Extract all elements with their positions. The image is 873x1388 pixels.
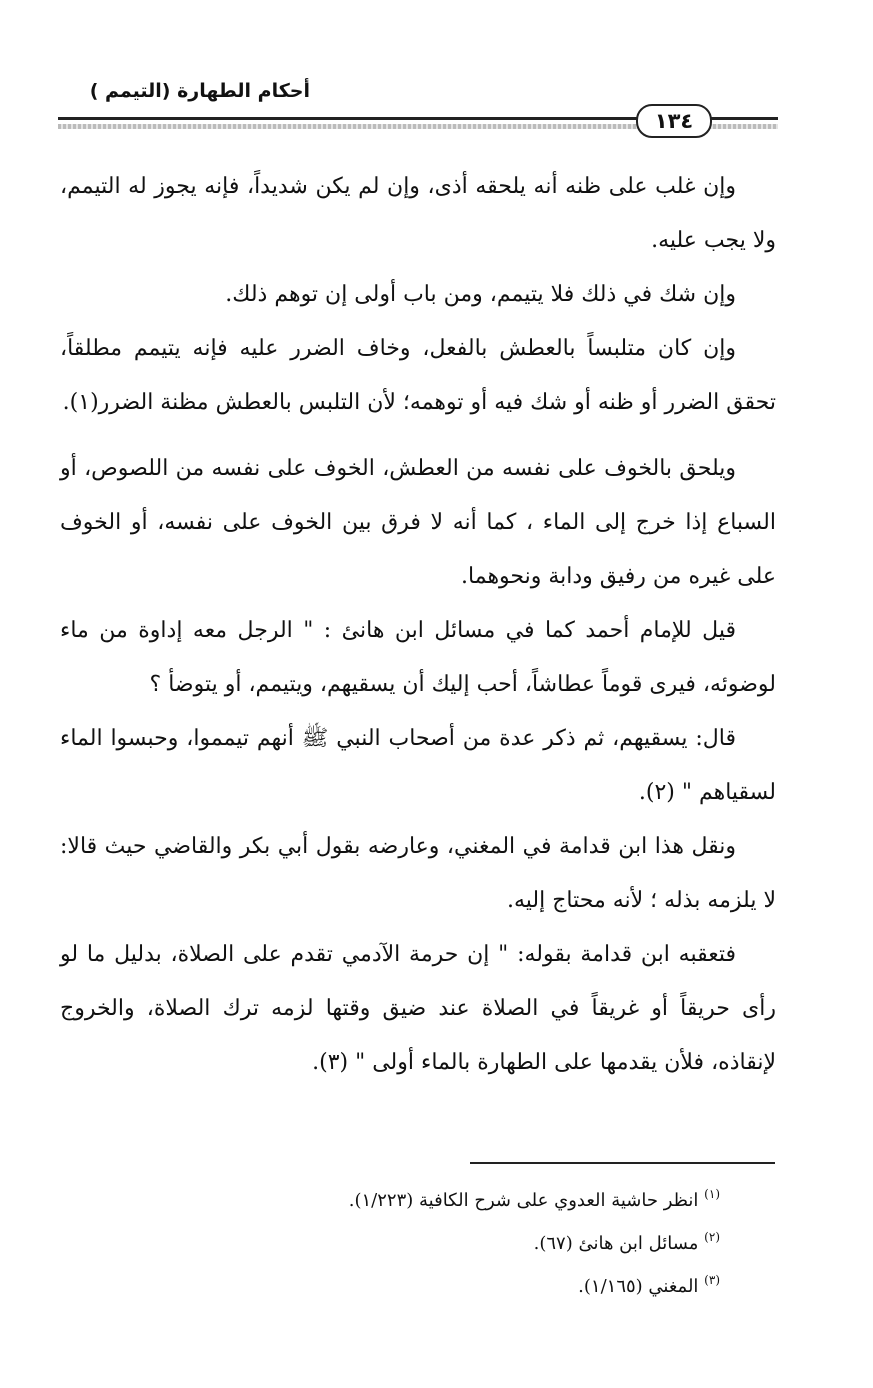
footnote-text: انظر حاشية العدوي على شرح الكافية (١/٢٢٣). (348, 1190, 699, 1211)
paragraph: ونقل هذا ابن قدامة في المغني، وعارضه بقول أبي بكر والقاضي حيث قالا: لا يلزمه بذله ؛ لأنه محتاج إليه. (60, 834, 776, 913)
footnote-item (200, 1223, 720, 1266)
footnote-marker: (٢) (704, 1230, 720, 1244)
paragraph: فتعقبه ابن قدامة بقوله: " إن حرمة الآدمي تقدم على الصلاة، بدليل ما لو رأى حريقاً أو غريقاً في الصلاة عند ضيق وقتها لزمه ترك الصلاة، والخروج لإنقاذه، فلأن يقدمها على الطهارة بالماء أولى " (٣). (60, 942, 776, 1075)
paragraph: قيل للإمام أحمد كما في مسائل ابن هانئ : " الرجل معه إداوة من ماء لوضوئه، فيرى قوماً عطاشاً، أحب إليك أن يسقيهم، ويتيمم، أو يتوضأ ؟ (60, 618, 776, 697)
footnotes (200, 1180, 720, 1309)
footnote-marker: (٣) (704, 1273, 720, 1287)
footnote-marker: (١) (704, 1187, 720, 1201)
paragraph: وإن كان متلبساً بالعطش بالفعل، وخاف الضرر عليه فإنه يتيمم مطلقاً، تحقق الضرر أو ظنه أو شك فيه أو توهمه؛ لأن التلبس بالعطش مظنة الضرر(١). (60, 336, 776, 415)
paragraph-gap (60, 430, 776, 442)
footnote-item (200, 1180, 720, 1223)
page-number-badge: ١٣٤ (636, 104, 712, 138)
footnote-text: المغني (١/١٦٥). (578, 1276, 699, 1297)
footnote-separator (470, 1162, 775, 1164)
paragraph: قال: يسقيهم، ثم ذكر عدة من أصحاب النبي ﷺ أنهم تيمموا، وحبسوا الماء لسقياهم " (٢). (60, 726, 776, 805)
paragraph: ويلحق بالخوف على نفسه من العطش، الخوف على نفسه من اللصوص، أو السباع إذا خرج إلى الماء ، كما أنه لا فرق بين الخوف على نفسه، أو الخوف على غيره من رفيق ودابة ونحوهما. (60, 456, 776, 589)
paragraph: وإن شك في ذلك فلا يتيمم، ومن باب أولى إن توهم ذلك. (225, 282, 736, 307)
running-header-title: أحكام الطهارة (التيمم ) (89, 80, 310, 102)
body-text (60, 160, 776, 1090)
footnote-item (200, 1266, 720, 1309)
footnote-text: مسائل ابن هانئ (٦٧). (533, 1233, 699, 1254)
paragraph: وإن غلب على ظنه أنه يلحقه أذى، وإن لم يكن شديداً، فإنه يجوز له التيمم، ولا يجب عليه. (60, 174, 776, 253)
